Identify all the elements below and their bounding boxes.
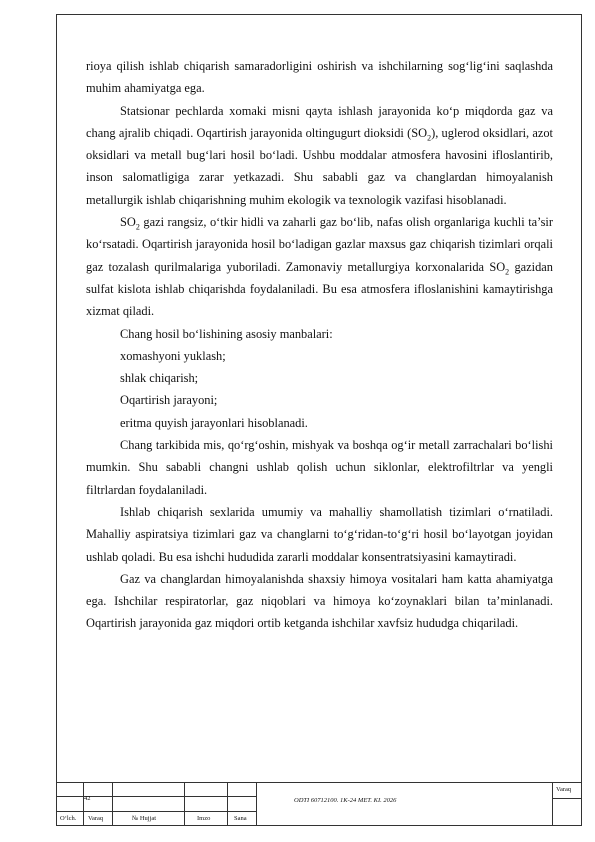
paragraph-9: Chang tarkibida mis, qo‘rg‘oshin, mishyak va boshqa og‘ir metall zarrachalari bo‘lishi mumkin. Shu sababli changni ushlab qolish uchun siklonlar, elektrofiltrlar va yengli filtrlardan foydalaniladi.: [86, 438, 553, 497]
page-number: 42: [84, 795, 91, 802]
column-imzo: Imzo: [197, 815, 211, 822]
list-item: shlak chiqarish;: [120, 371, 199, 386]
column-hujjat: № Hujjat: [132, 815, 157, 822]
column-varaq: Varaq: [88, 815, 104, 822]
body-text: [86, 55, 553, 635]
document-code: ODTI 60712100. 1K-24 MET. KI. 2026: [294, 797, 397, 804]
paragraph-3: $SO_2$ gazi rangsiz, o‘tkir hidli va zaharli gaz bo‘lib, nafas olish organlariga kuchli ta’sir ko‘rsatadi. Oqartirish jarayonida hosil bo‘ladigan gazlar maxsus gaz chiqarish tizimlari orqali gaz tozalash qurilmalariga yuboriladi. Zamonaviy metallurgiya korxonalarida $SO_2$ gazidan sulfat kislota ishlab chiqarishda foydalaniladi. Bu esa atmosfera ifloslanishini kamaytirishga xizmat qiladi.: [86, 215, 554, 319]
list-item: xomashyoni yuklash;: [120, 348, 226, 363]
title-block: [56, 782, 582, 826]
paragraph-1: rioya qilish ishlab chiqarish samaradorligini oshirish va ishchilarning sog‘lig‘ini saqlashda muhim ahamiyatga ega.: [86, 59, 553, 96]
varaq-label: Varaq: [556, 786, 572, 793]
paragraph-10: Ishlab chiqarish sexlarida umumiy va mahalliy shamollatish tizimlari o‘rnatiladi. Mahalliy aspiratsiya tizimlari gaz va changlarni to‘g‘ridan-to‘g‘ri hosil bo‘layotgan joyidan ushlab qoladi. Bu esa ishchi hududida zararli moddalar konsentratsiyasini kamaytiradi.: [86, 504, 553, 564]
paragraph-2: Statsionar pechlarda xomaki misni qayta ishlash jarayonida ko‘p miqdorda gaz va chang ajralib chiqadi. Oqartirish jarayonida oltingugurt dioksidi $(SO_2)$, uglerod oksidlari, azot oksidlari va metall bug‘lari hosil bo‘ladi. Ushbu moddalar atmosfera havosini ifloslantirib, inson salomatligiga zarar yetkazadi. Shu sababli gaz va changlardan himoyalanish metallurgik ishlab chiqarishning muhim ekologik va texnologik vazifasi hisoblanadi.: [86, 103, 554, 207]
list-intro: Chang hosil bo‘lishining asosiy manbalari:: [120, 326, 333, 341]
list-item: eritma quyish jarayonlari hisoblanadi.: [120, 415, 308, 430]
column-sana: Sana: [234, 815, 247, 822]
column-olch: O‘lch.: [60, 815, 77, 822]
paragraph-11: Gaz va changlardan himoyalanishda shaxsiy himoya vositalari ham katta ahamiyatga ega. Ishchilar respiratorlar, gaz niqoblari va himoya ko‘zoynaklari bilan ta’minlanadi. Oqartirish jarayonida gaz miqdori ortib ketganda ishchilar xavfsiz hududga chiqariladi.: [86, 571, 553, 631]
list-item: Oqartirish jarayoni;: [120, 393, 218, 408]
